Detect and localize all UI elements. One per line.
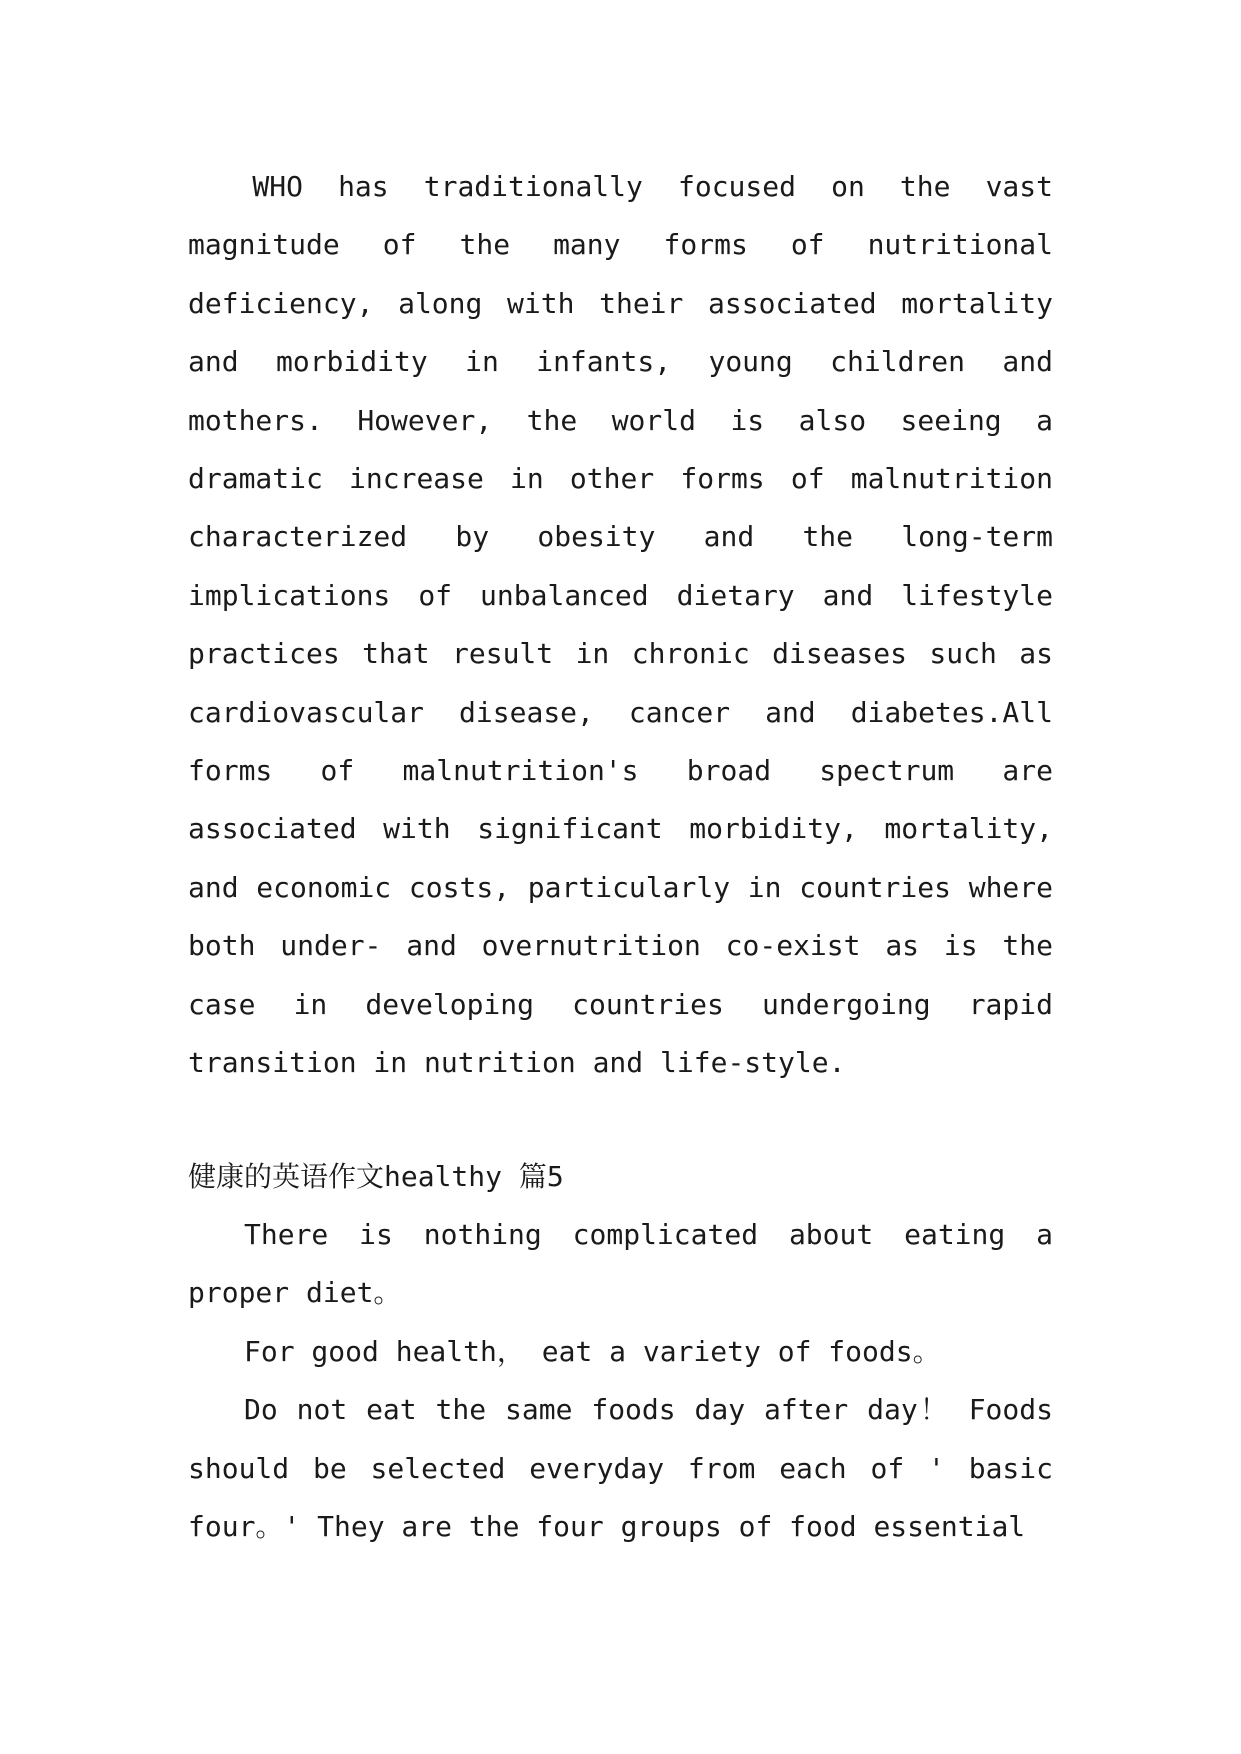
paragraph-who-nutrition: WHO has traditionally focused on the vast magnitude of the many forms of nutritional deficiency, along with their associated mortality and morbidity in infants, young children and mothers. However, the world is also seeing a dramatic increase in other forms of malnutrition characterized by obesity and the long-term implications of unbalanced dietary and lifestyle practices that result in chronic diseases such as cardiovascular disease, cancer and diabetes.All forms of malnutrition's broad spectrum are associated with significant morbidity, mortality, and economic costs, particularly in countries where both under- and overnutrition co-exist as is the case in developing countries undergoing rapid transition in nutrition and life-style. bbox=[188, 170, 1053, 1080]
section-heading: 健康的英语作文healthy 篇5 bbox=[188, 1159, 564, 1193]
paragraph-variety-of-foods: For good health， eat a variety of foods。 bbox=[244, 1334, 941, 1368]
document-page bbox=[188, 158, 1053, 1556]
paragraph-basic-four: Do not eat the same foods day after day！ Foods should be selected everyday from each of ' basic four。' They are the four groups of food essential bbox=[188, 1393, 1053, 1543]
paragraph-proper-diet: There is nothing complicated about eating a proper diet。 bbox=[188, 1217, 1053, 1310]
